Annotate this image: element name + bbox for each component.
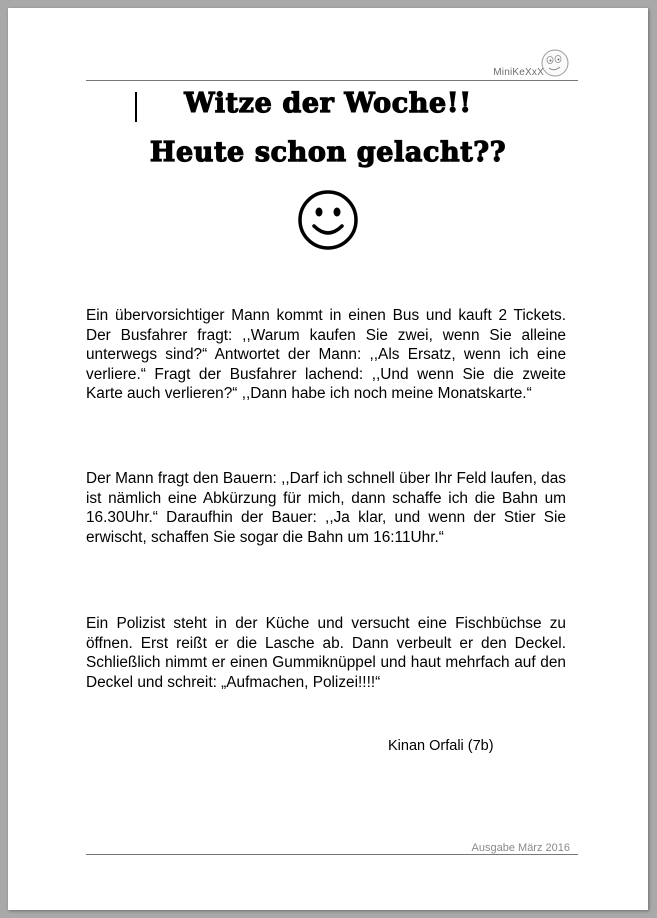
footer-divider: [86, 854, 578, 855]
author-name: Kinan Orfali (7b): [388, 738, 494, 754]
joke-paragraph: Ein übervorsichtiger Mann kommt in einen Bus und kauft 2 Tickets. Der Busfahrer fragt: ,,Warum kaufen Sie zwei, wenn Sie alleine unterwegs sind?“ Antwortet der Mann: ,,Als Ersatz, wenn ich eine verliere.“ Fragt der Busfahrer lachend: ,,Und wenn Sie die zweite Karte auch verlieren?“ ,,Dann habe ich noch meine Monatskarte.“: [86, 307, 566, 402]
cartoon-face-icon: [540, 48, 570, 78]
page-subtitle: Heute schon gelacht??: [149, 137, 507, 168]
document-page: [8, 8, 648, 910]
header-divider: [86, 80, 578, 81]
joke-paragraph: Ein Polizist steht in der Küche und versucht eine Fischbüchse zu öffnen. Erst reißt er die Lasche ab. Dann verbeult er den Deckel. Schließlich nimmt er einen Gummiknüppel und haut mehrfach auf den Deckel und schreit: „Aufmachen, Polizei!!!!“: [86, 615, 566, 691]
header-text: MiniKeXxX: [493, 67, 544, 78]
smiley-face-icon: [296, 188, 360, 252]
page-title: Witze der Woche!!: [184, 88, 472, 119]
joke-paragraph: Der Mann fragt den Bauern: ,,Darf ich schnell über Ihr Feld laufen, das ist nämlich eine Abkürzung für mich, dann schaffe ich die Bahn um 16.30Uhr.“ Daraufhin der Bauer: ,,Ja klar, und wenn der Stier Sie erwischt, schaffen Sie sogar die Bahn um 16:11Uhr.“: [86, 470, 566, 546]
footer-text: Ausgabe März 2016: [471, 842, 570, 854]
